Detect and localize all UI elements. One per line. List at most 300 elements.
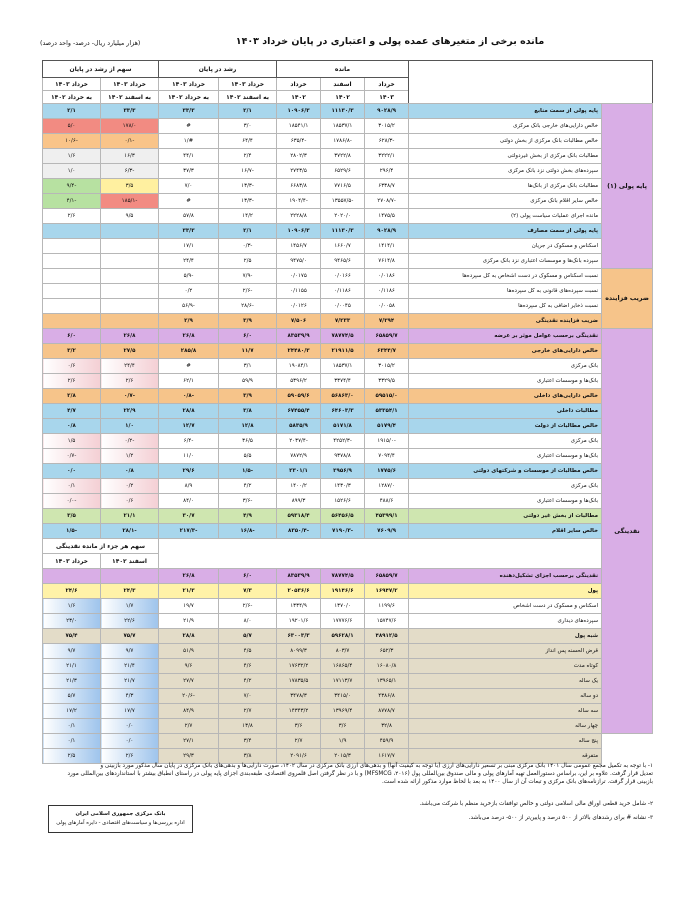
stock-cell: ۱/۹ <box>321 734 365 749</box>
stock-cell: ۱۰۹۰۶/۳ <box>277 104 321 119</box>
stock-cell: ۴۸۸/۶ <box>365 494 409 509</box>
growth-cell: #/۱ <box>159 134 219 149</box>
growth-cell: ۲۹/۶ <box>159 464 219 479</box>
growth-cell: -۱۶/۸ <box>219 524 277 539</box>
growth-cell: ۳/۱ <box>219 359 277 374</box>
growth-cell: -۳/۶ <box>219 494 277 509</box>
row-label: بانک مرکزی <box>409 359 602 374</box>
row-label: خالص مطالبات از دولت <box>409 419 602 434</box>
share-cell <box>101 314 159 329</box>
header-share-col: خرداد ۱۴۰۳ <box>101 78 159 91</box>
growth-cell: ۵۱/۹ <box>159 644 219 659</box>
stock-cell: ۳۰۱۵/۲ <box>365 359 409 374</box>
stock-cell: ۱۳۳۴/۹ <box>277 599 321 614</box>
header-blank <box>409 61 653 104</box>
table-row <box>43 329 653 344</box>
table-row <box>43 449 653 464</box>
share-cell: ۷۵/۷ <box>101 629 159 644</box>
growth-cell: ۵۹/۹ <box>219 374 277 389</box>
stock-cell: ۵۱۷۱/۸ <box>321 419 365 434</box>
stock-cell: ۱۳۷۰/۰ <box>321 599 365 614</box>
growth-cell: ۷/۳ <box>219 584 277 599</box>
stock-cell: ۳۰۱۵/۲ <box>365 119 409 134</box>
header-growth-col: خرداد ۱۴۰۳ <box>219 78 277 91</box>
share-cell: ۲۴/۴ <box>101 359 159 374</box>
row-label: متفرقه <box>409 749 602 764</box>
growth-cell: ۲۶/۸ <box>159 329 219 344</box>
stock-cell: ۳۳۷۴/۴ <box>321 374 365 389</box>
share-cell: -۰/۷ <box>43 449 101 464</box>
growth-cell: ۱۹/۷ <box>159 599 219 614</box>
header-share-sub: به اسفند ۱۴۰۲ <box>101 91 159 104</box>
growth-cell: ۴/۶ <box>219 659 277 674</box>
stock-cell: ۰/۰۱۷۵ <box>277 269 321 284</box>
stock-cell: ۸۳۵۳۹/۹ <box>277 329 321 344</box>
growth-cell: ۳۳/۳ <box>159 224 219 239</box>
row-label: مطالبات داخلی <box>409 404 602 419</box>
row-label: خالص سایر اقلام بانک مرکزی <box>409 194 602 209</box>
growth-cell: -۱۶/۷ <box>219 164 277 179</box>
growth-cell: -۵۶/۹ <box>159 299 219 314</box>
stock-cell: ۹۰۲۸/۹ <box>365 224 409 239</box>
row-label: چهار ساله <box>409 719 602 734</box>
header-growth-sub: به اسفند ۱۴۰۲ <box>219 91 277 104</box>
share-cell <box>101 269 159 284</box>
stock-cell: ۲۱۹۱۱/۵ <box>321 344 365 359</box>
share2-col: اسفند ۱۴۰۲ <box>101 554 159 569</box>
growth-cell: ۵/۵ <box>219 449 277 464</box>
row-label: نقدینگی برحسب اجزای تشکیل‌دهنده <box>409 569 602 584</box>
stock-cell: ۳۴۱۵/۰ <box>321 689 365 704</box>
growth-cell: ۵۷/۸ <box>159 209 219 224</box>
share-cell: ۳/۵ <box>43 509 101 524</box>
share-cell: ۲۲/۶ <box>101 614 159 629</box>
unit-note: (هزار میلیارد ریال- درصد- واحد درصد) <box>40 40 141 47</box>
table-row <box>43 674 653 689</box>
stock-cell: ۱۷۱۱۳/۷ <box>321 674 365 689</box>
stock-cell: ۵۹۶۲۸/۱ <box>321 629 365 644</box>
table-row <box>43 644 653 659</box>
growth-cell: ۳۰/۷ <box>159 509 219 524</box>
row-label: اسکناس و مسکوک در دست اشخاص <box>409 599 602 614</box>
logo-line-1: بانک مرکزی جمهوری اسلامی ایران <box>75 811 166 817</box>
share-cell: ۲/۱ <box>43 104 101 119</box>
header-growth-sub: به خرداد ۱۴۰۲ <box>159 91 219 104</box>
stock-cell: ۲۳۰۱/۱ <box>277 464 321 479</box>
row-label: مانده اجرای عملیات سیاست پولی (۲) <box>409 209 602 224</box>
stock-cell: ۷/۲۹۴ <box>365 314 409 329</box>
stock-cell: ۷۷۱۶/۵ <box>321 179 365 194</box>
growth-cell: ۱۱/۰ <box>159 449 219 464</box>
row-label: بانک‌ها و موسسات اعتباری <box>409 449 602 464</box>
table-row <box>43 689 653 704</box>
share-cell: ۱/۶ <box>43 149 101 164</box>
share-cell: ۱/۶ <box>43 599 101 614</box>
table-row <box>43 509 653 524</box>
stock-cell: ۶۳۰۰۳/۳ <box>277 629 321 644</box>
stock-cell: ۲۲۲۸/۸ <box>277 209 321 224</box>
row-label: قرض الحسنه پس انداز <box>409 644 602 659</box>
header-stock-sub: ۱۴۰۳ <box>365 91 409 104</box>
row-label: مطالبات بانک مرکزی از بانک‌ها <box>409 179 602 194</box>
share-cell: ۰/۰ <box>101 719 159 734</box>
stock-cell: ۲/۷ <box>277 734 321 749</box>
row-label: اسکناس و مسکوک در جریان <box>409 239 602 254</box>
row-label: خالص دارایی‌های خارجی <box>409 344 602 359</box>
stock-cell: ۱۸۵۳۷/۱ <box>321 359 365 374</box>
share-cell: ۲/۶ <box>43 209 101 224</box>
share-cell: ۲۴/۶ <box>43 584 101 599</box>
table-row <box>43 599 653 614</box>
stock-cell: ۱۰۹۰۶/۳ <box>277 224 321 239</box>
growth-cell: ۶۲/۱ <box>159 374 219 389</box>
growth-cell: -۱/۵ <box>219 464 277 479</box>
growth-cell: -۱۳/۳ <box>219 179 277 194</box>
stock-cell: -۷۱۹۰/۳ <box>321 524 365 539</box>
stock-cell: ۰/۰۰۵۸ <box>365 299 409 314</box>
growth-cell: ۳۷/۳ <box>159 164 219 179</box>
stock-cell: ۱۷۸۳۵/۵ <box>277 674 321 689</box>
stock-cell: ۱۲۸۷/۰ <box>365 479 409 494</box>
growth-cell: ۳۳/۳ <box>159 104 219 119</box>
row-label: پنج ساله <box>409 734 602 749</box>
table-row <box>43 134 653 149</box>
share-cell: ۲/۸ <box>43 389 101 404</box>
stock-cell: ۳۲۲۲/۱ <box>365 149 409 164</box>
share-cell: -۰/۲ <box>101 434 159 449</box>
share-cell: ۰/۰ <box>43 464 101 479</box>
growth-cell: ۷/۰ <box>159 179 219 194</box>
footnote-line: تعدیل قرار گرفت. علاوه بر این، براساس دستورالعمل تهیه آمارهای پولی و مالی صندوق بین‌المللی پول (MFSMCG ،۲۰۱۶) و با در نظر گرفتن اصل قلمروی اقتصادی، طبقه‌بندی اجزای پایه پولی در راستای انطباق بیشتر با استانداردهای بین‌المللی مورد <box>67 771 653 777</box>
share-cell: ۱/۵ <box>43 434 101 449</box>
share-cell: ۲۲/۹ <box>101 404 159 419</box>
growth-cell: -۲۸/۶ <box>219 299 277 314</box>
stock-cell: ۰/۱۱۸۶ <box>321 284 365 299</box>
side-label-multiplier: ضریب فزاینده <box>602 269 653 329</box>
share-cell: ۲/۶ <box>43 374 101 389</box>
share-cell <box>43 224 101 239</box>
growth-cell: -۲/۶ <box>219 284 277 299</box>
share-cell: ۵/۷ <box>43 689 101 704</box>
row-label: بانک مرکزی <box>409 479 602 494</box>
table-row <box>43 389 653 404</box>
stock-cell: ۸۹۹/۳ <box>277 494 321 509</box>
table-row <box>43 61 653 78</box>
stock-cell: ۱۵۷۴۷/۶ <box>365 614 409 629</box>
growth-cell: ۳/۸ <box>219 404 277 419</box>
stock-cell: ۱۶۹۴۷/۲ <box>365 584 409 599</box>
stock-cell: ۱۳۹۶۹/۴ <box>321 704 365 719</box>
growth-cell: ۲/۱ <box>219 104 277 119</box>
stock-cell: ۲۷۴۳/۵ <box>277 164 321 179</box>
share-cell: ۱/۰ <box>101 419 159 434</box>
stock-cell: ۳/۶ <box>321 719 365 734</box>
share-cell: ۱/۲ <box>101 449 159 464</box>
row-label: خالص دارایی‌های خارجی بانک مرکزی <box>409 119 602 134</box>
stock-cell: -۲۰۳۷/۴ <box>277 434 321 449</box>
stock-cell: ۲۹۶/۴ <box>365 164 409 179</box>
row-label: خالص دارایی‌های داخلی <box>409 389 602 404</box>
table-row <box>43 524 653 539</box>
row-label: مطالبات از بخش غیر دولتی <box>409 509 602 524</box>
data-table <box>42 60 653 764</box>
growth-cell: # <box>159 359 219 374</box>
stock-cell: ۱۹۰۸۴/۱ <box>277 359 321 374</box>
growth-cell: ۱۷/۱ <box>159 239 219 254</box>
growth-cell: ۴/۲ <box>219 479 277 494</box>
share-cell: ۱۷/۷ <box>101 704 159 719</box>
share-cell: -۹/۴ <box>43 179 101 194</box>
growth-cell: ۴/۵ <box>219 644 277 659</box>
growth-cell: ۸/۰ <box>219 614 277 629</box>
stock-cell: ۱۱۱۳۰/۳ <box>321 104 365 119</box>
table-row <box>43 464 653 479</box>
table-row <box>43 179 653 194</box>
share-cell <box>43 239 101 254</box>
stock-cell: ۱۹۲۰۱/۶ <box>277 614 321 629</box>
growth-cell: ۴/۹ <box>219 509 277 524</box>
stock-cell: ۶۵۸۵۹/۷ <box>365 329 409 344</box>
share-cell <box>43 269 101 284</box>
row-label: پایه پولی از سمت مصارف <box>409 224 602 239</box>
stock-cell: ۵۱۷۹/۴ <box>365 419 409 434</box>
stock-cell: -۸۳۵۰/۴ <box>277 524 321 539</box>
table-row <box>43 569 653 584</box>
share-cell: ۰/۱ <box>43 479 101 494</box>
stock-cell: ۴۵۹/۹ <box>365 734 409 749</box>
row-label: پول <box>409 584 602 599</box>
stock-cell: -۴۲۵۲/۳ <box>321 434 365 449</box>
stock-cell: ۶۷۴۵۵/۴ <box>277 404 321 419</box>
growth-cell: ۲/۷ <box>219 704 277 719</box>
stock-cell: ۲۰۲۰/۰ <box>321 209 365 224</box>
stock-cell: ۰/۱۱۸۶ <box>365 284 409 299</box>
stock-cell: ۶۵۲۹/۶ <box>321 164 365 179</box>
stock-cell: ۱۶۰۸۰/۸ <box>365 659 409 674</box>
stock-cell: ۳۳۲۹/۵ <box>365 374 409 389</box>
table-row <box>43 164 653 179</box>
stock-cell: ۹۳۷۸/۸ <box>321 449 365 464</box>
stock-cell: ۱۹۱۴۶/۶ <box>321 584 365 599</box>
growth-cell: ۳/۹ <box>219 389 277 404</box>
table-row <box>43 584 653 599</box>
share-cell: ۰/۸ <box>101 464 159 479</box>
growth-cell: -۲۱۷/۳ <box>159 524 219 539</box>
share-cell: ۱/۰ <box>43 164 101 179</box>
share-cell: ۱/۷ <box>101 599 159 614</box>
table-row <box>43 149 653 164</box>
share-cell: ۲۱/۱ <box>43 659 101 674</box>
row-label: سپرده‌های بخش دولتی نزد بانک مرکزی <box>409 164 602 179</box>
share-cell: -۰/۰ <box>43 494 101 509</box>
stock-cell: ۰/۰۰۴۵ <box>321 299 365 314</box>
stock-cell: ۴۵۳۹۹/۱ <box>365 509 409 524</box>
table-row <box>43 554 653 569</box>
growth-cell: ۶/۰ <box>219 329 277 344</box>
stock-cell: ۶۵۲/۳ <box>365 644 409 659</box>
stock-cell: ۱۶۱۷/۷ <box>365 749 409 764</box>
table-row <box>43 284 653 299</box>
share-cell: -۰/۷ <box>101 389 159 404</box>
row-label: شبه پول <box>409 629 602 644</box>
stock-cell: ۶۴۶۰۳/۳ <box>321 404 365 419</box>
table-row <box>43 704 653 719</box>
header-stock-col: اسفند <box>321 78 365 91</box>
stock-cell: ۲۰۱۵/۳ <box>321 749 365 764</box>
table-row <box>43 254 653 269</box>
share-cell: ۹/۷ <box>101 644 159 659</box>
stock-cell: ۱۴۳۰/۳ <box>321 479 365 494</box>
growth-cell: # <box>159 119 219 134</box>
row-label: نسبت سپرده‌های قانونی به کل سپرده‌ها <box>409 284 602 299</box>
growth-cell: -۰/۳ <box>219 239 277 254</box>
share-cell: ۰/۶ <box>101 494 159 509</box>
stock-cell: ۷/۲۳۳ <box>321 314 365 329</box>
row-label: نسبت ذخایر اضافی به کل سپرده‌ها <box>409 299 602 314</box>
share-cell: ۲۱/۷ <box>101 674 159 689</box>
growth-cell: ۲/۷ <box>159 719 219 734</box>
share-cell: -۱/۵ <box>43 524 101 539</box>
growth-cell: -۲/۶ <box>219 599 277 614</box>
table-row <box>43 209 653 224</box>
growth-cell: ۲۱/۳ <box>159 584 219 599</box>
growth-cell: ۲۸/۸ <box>159 629 219 644</box>
table-row <box>43 224 653 239</box>
growth-cell: ۲/۴ <box>219 149 277 164</box>
stock-cell: ۸۰۹۹/۳ <box>277 644 321 659</box>
stock-cell: ۷۸۷۷۴/۵ <box>321 329 365 344</box>
stock-cell: ۹۴۷۵/۰ <box>277 254 321 269</box>
share-cell <box>101 284 159 299</box>
share-cell: -۲۸/۱ <box>101 524 159 539</box>
table-row <box>43 419 653 434</box>
share-cell: ۰/۰ <box>101 734 159 749</box>
side-label-liquidity: نقدینگی <box>602 329 653 734</box>
table-row <box>43 314 653 329</box>
row-label: سپرده بانک‌ها و موسسات اعتباری نزد بانک مرکزی <box>409 254 602 269</box>
stock-cell: ۴۸۹۱۲/۵ <box>365 629 409 644</box>
footnote-1 <box>48 762 653 786</box>
stock-cell: ۵۶۴۵۶/۵ <box>321 509 365 524</box>
growth-cell: ۳/۸ <box>219 749 277 764</box>
stock-cell: ۲۴۴۸۰/۳ <box>277 344 321 359</box>
share-cell: ۹/۵ <box>101 209 159 224</box>
share-cell: ۳/۲ <box>43 344 101 359</box>
growth-cell: ۱۲/۷ <box>159 419 219 434</box>
stock-cell: ۵۹۳۱۸/۴ <box>277 509 321 524</box>
logo-line-2: اداره بررسی‌ها و سیاست‌های اقتصادی - دایره آمارهای پولی <box>56 820 185 826</box>
stock-cell: ۲۰۵۳۶/۶ <box>277 584 321 599</box>
share-cell <box>43 569 101 584</box>
stock-cell: ۱۷۷۵/۶ <box>365 464 409 479</box>
stock-cell: ۱۷۷۷۶/۶ <box>321 614 365 629</box>
row-label: ضریب فزاینده نقدینگی <box>409 314 602 329</box>
header-growth-col: خرداد ۱۴۰۳ <box>159 78 219 91</box>
growth-cell: ۲۷/۷ <box>159 674 219 689</box>
growth-cell: ۲۱/۹ <box>159 614 219 629</box>
growth-cell: ۲۶/۸ <box>159 569 219 584</box>
share-cell: ۲/۶ <box>101 374 159 389</box>
growth-cell: -۲۰/۶ <box>159 689 219 704</box>
stock-cell: -۱۷۸۶/۸ <box>321 134 365 149</box>
share-cell: ۲۱/۳ <box>43 674 101 689</box>
stock-cell: ۰/۱۱۵۵ <box>277 284 321 299</box>
stock-cell: ۷/۵۰۶ <box>277 314 321 329</box>
table-row <box>43 614 653 629</box>
share-cell <box>43 314 101 329</box>
stock-cell: ۲۹۵۶/۹ <box>321 464 365 479</box>
stock-cell: ۵۹۰۵۹/۶ <box>277 389 321 404</box>
share-cell: ۵/۰ <box>43 119 101 134</box>
growth-cell: ۲۸/۸ <box>159 404 219 419</box>
stock-cell: ۸۳۵۳۹/۹ <box>277 569 321 584</box>
header-stock-col: خرداد <box>277 78 321 91</box>
stock-cell: ۵۶۸۶۳/۰ <box>321 389 365 404</box>
row-label: نسبت اسکناس و مسکوک در دست اشخاص به کل سپرده‌ها <box>409 269 602 284</box>
growth-cell: ۲۴/۴ <box>159 254 219 269</box>
share-cell <box>101 299 159 314</box>
growth-cell: ۳/۴ <box>219 734 277 749</box>
growth-cell: ۱۱/۷ <box>219 344 277 359</box>
stock-cell: ۱۱۱۳۰/۳ <box>321 224 365 239</box>
stock-cell: ۱۶۸۶۵/۴ <box>321 659 365 674</box>
central-bank-logo-box <box>48 805 193 833</box>
share-cell: -۴/۱ <box>43 194 101 209</box>
share-cell: ۶/۰ <box>43 329 101 344</box>
stock-cell: ۶۳۳۸/۷ <box>365 179 409 194</box>
table-row <box>43 404 653 419</box>
stock-cell: -۲۷۰۸/۷ <box>365 194 409 209</box>
growth-cell: # <box>159 194 219 209</box>
table-row <box>43 239 653 254</box>
share-cell: ۰/۲ <box>101 479 159 494</box>
growth-cell: ۷/۰ <box>219 689 277 704</box>
footnote-line: ۱- با توجه به تکمیل مجمع عمومی سال ۱۴۰۱ بانک مرکزی مبنی بر تسعیر دارایی‌های ارزی (با توجه به کیفیت آنها) و بدهی‌های ارزی بانک مرکزی در سال ۱۴۰۲، صورت دارایی‌ها و بدهی‌های بانک مرکزی در پایان سال مذکور مورد بازبینی و <box>100 763 653 769</box>
table-row <box>43 494 653 509</box>
share-cell <box>101 569 159 584</box>
stock-cell: ۹۰۲۸/۹ <box>365 104 409 119</box>
share-cell: -۰/۱ <box>101 134 159 149</box>
row-label: بانک‌ها و موسسات اعتباری <box>409 374 602 389</box>
share-cell <box>101 224 159 239</box>
growth-cell: ۴۴/۱ <box>159 149 219 164</box>
stock-cell: ۰/۰۱۲۶ <box>277 299 321 314</box>
table-row <box>43 539 653 554</box>
stock-cell: ۱۴۵۶/۷ <box>277 239 321 254</box>
growth-cell: ۲/۱ <box>219 224 277 239</box>
table-row <box>43 359 653 374</box>
growth-cell: ۹/۶ <box>159 659 219 674</box>
growth-cell: -۰/۸ <box>159 389 219 404</box>
share-cell: ۲۷/۵ <box>101 344 159 359</box>
stock-cell: -۱۳۵۵۷/۵ <box>321 194 365 209</box>
table-row <box>43 299 653 314</box>
share-cell: ۲۳/۰ <box>43 614 101 629</box>
header-growth-group: رشد در پایان <box>159 61 277 78</box>
share-cell <box>43 299 101 314</box>
table-row <box>43 119 653 134</box>
growth-cell: ۲۸۵/۸ <box>159 344 219 359</box>
stock-cell: -۶۲۸/۳ <box>365 134 409 149</box>
stock-cell: ۳۴۷۸/۳ <box>277 689 321 704</box>
stock-cell: ۸۰۳/۷ <box>321 644 365 659</box>
share-cell: ۷۵/۴ <box>43 629 101 644</box>
stock-cell: ۱۴۳۴۳/۲ <box>277 704 321 719</box>
stock-cell: ۰/۰۱۶۶ <box>321 269 365 284</box>
footnote-line: بازبینی قرار گرفت. ترازنامه‌های بانک مرکزی و تبعات آن از سال ۱۴۰۰ به بعد با لحاظ موارد مذکور ارائه شده است. <box>381 779 653 785</box>
header-stock-group: مانده <box>277 61 409 78</box>
growth-cell: ۳/۹ <box>219 314 277 329</box>
